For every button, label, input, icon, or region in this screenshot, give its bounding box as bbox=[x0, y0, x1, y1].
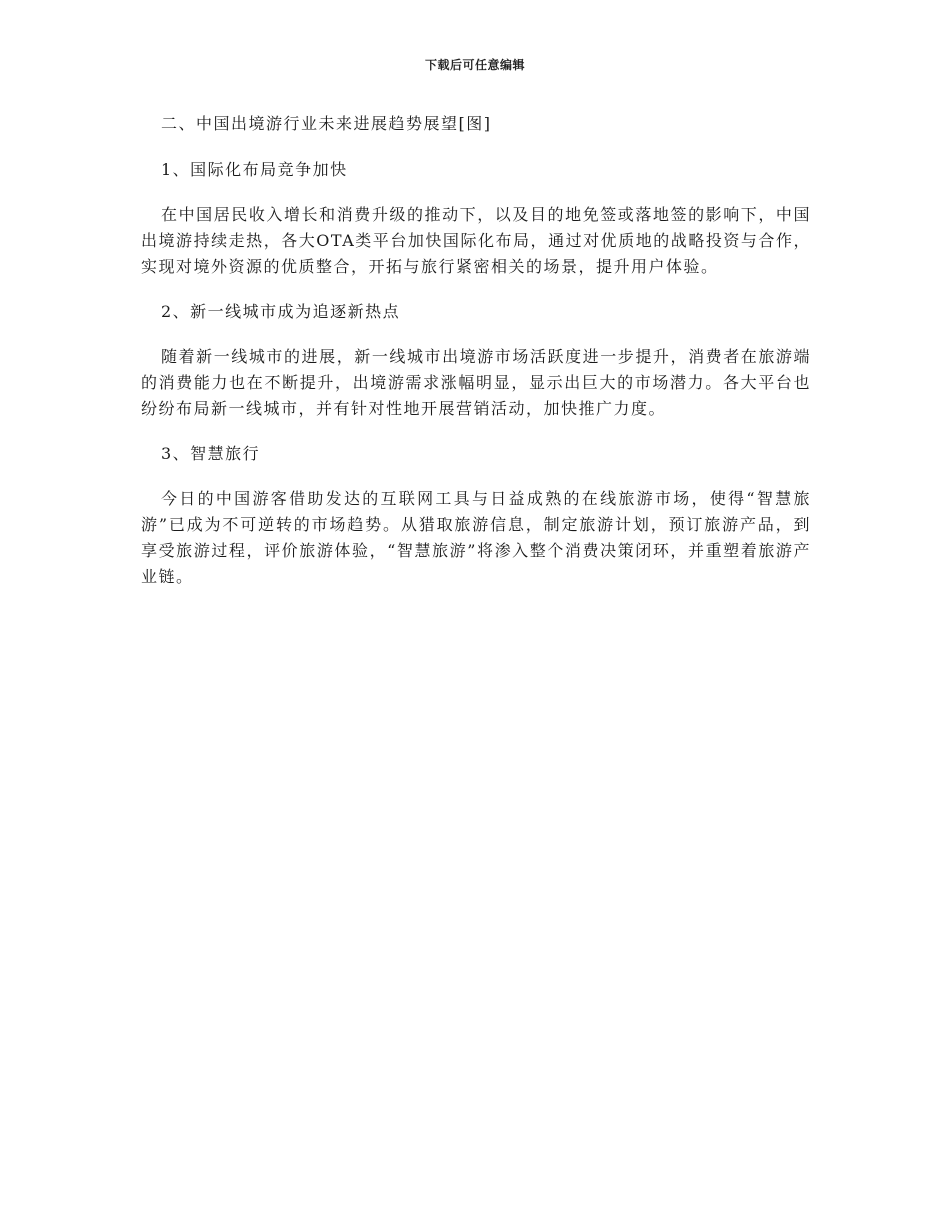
paragraph-3: 今日的中国游客借助发达的互联网工具与日益成熟的在线旅游市场，使得“智慧旅游”已成为不可逆转的市场趋势。从猎取旅游信息，制定旅游计划，预订旅游产品，到享受旅游过程，评价旅游体验，“智慧旅游”将渗入整个消费决策闭环，并重塑着旅游产业链。 bbox=[141, 489, 811, 586]
section-title: 二、中国出境游行业未来进展趋势展望[图] bbox=[161, 114, 492, 133]
document-body bbox=[141, 110, 811, 608]
paragraph-2: 随着新一线城市的进展，新一线城市出境游市场活跃度进一步提升，消费者在旅游端的消费能力也在不断提升，出境游需求涨幅明显，显示出巨大的市场潜力。各大平台也纷纷布局新一线城市，并有针对性地开展营销活动，加快推广力度。 bbox=[141, 347, 811, 418]
paragraph-1: 在中国居民收入增长和消费升级的推动下，以及目的地免签或落地签的影响下，中国出境游持续走热，各大OTA类平台加快国际化布局，通过对优质地的战略投资与合作，实现对境外资源的优质整合，开拓与旅行紧密相关的场景，提升用户体验。 bbox=[141, 205, 811, 276]
subheading-2: 2、新一线城市成为追逐新热点 bbox=[161, 302, 401, 321]
subheading-1: 1、国际化布局竞争加快 bbox=[161, 160, 348, 179]
subheading-3: 3、智慧旅行 bbox=[161, 444, 261, 463]
page-header-note: 下载后可任意编辑 bbox=[424, 58, 525, 72]
